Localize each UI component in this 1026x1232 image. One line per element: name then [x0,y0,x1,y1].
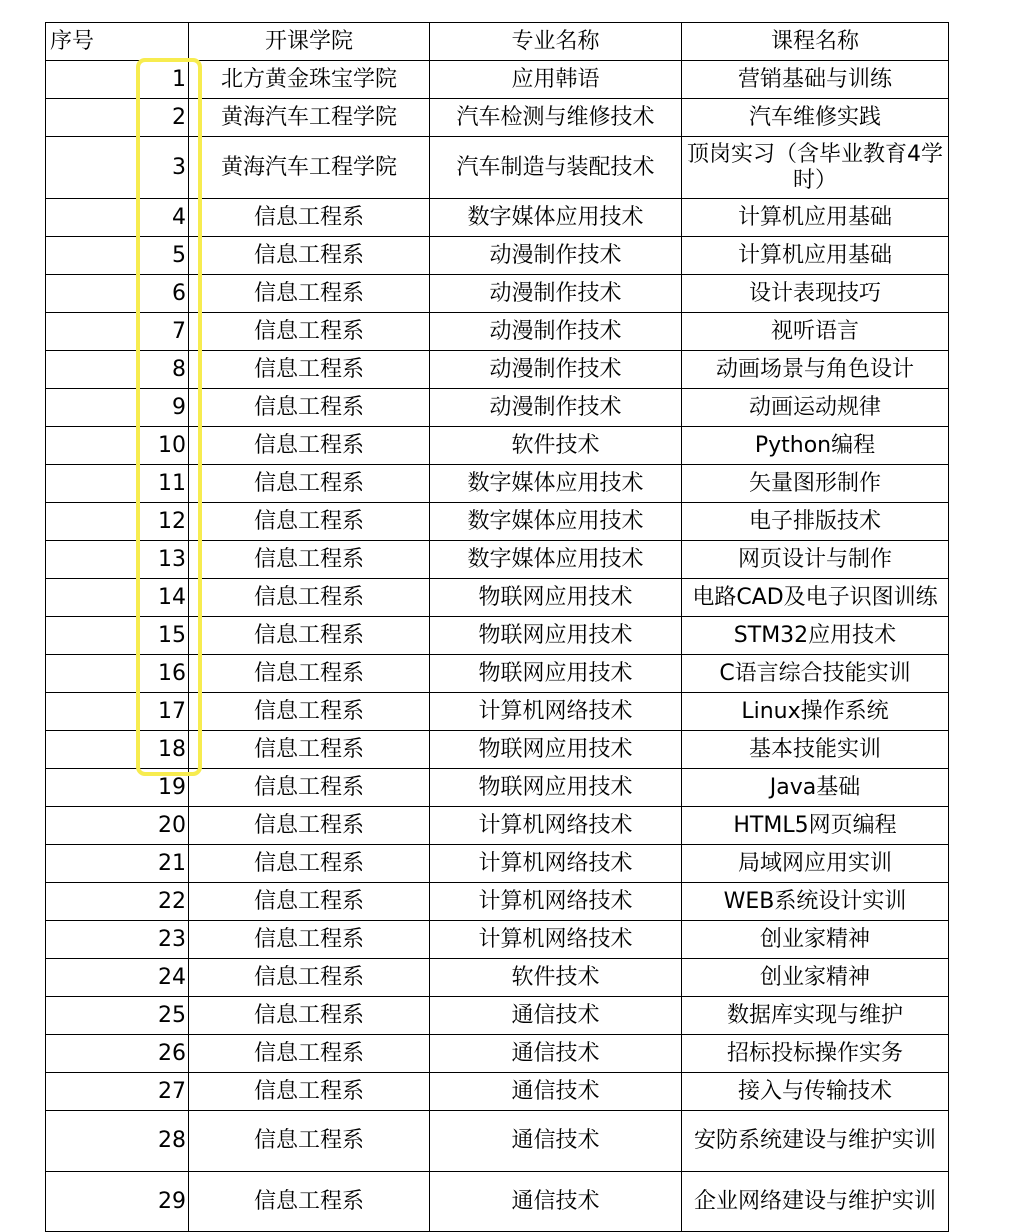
cell-course[interactable]: 创业家精神 [682,959,949,997]
cell-course[interactable]: HTML5网页编程 [682,807,949,845]
cell-no[interactable]: 22 [46,883,189,921]
cell-major[interactable]: 数字媒体应用技术 [430,541,682,579]
cell-course[interactable]: 安防系统建设与维护实训 [682,1111,949,1172]
cell-major[interactable]: 数字媒体应用技术 [430,465,682,503]
cell-no[interactable]: 16 [46,655,189,693]
cell-no[interactable]: 9 [46,389,189,427]
cell-course[interactable]: 计算机应用基础 [682,199,949,237]
cell-course[interactable]: C语言综合技能实训 [682,655,949,693]
cell-major[interactable]: 物联网应用技术 [430,731,682,769]
cell-course[interactable]: 汽车维修实践 [682,99,949,137]
cell-college[interactable]: 信息工程系 [189,503,430,541]
table-row [46,427,949,465]
table-row [46,1111,949,1172]
course-table [45,22,949,1232]
cell-no[interactable]: 10 [46,427,189,465]
cell-college[interactable]: 信息工程系 [189,237,430,275]
cell-college[interactable]: 信息工程系 [189,313,430,351]
cell-major[interactable]: 计算机网络技术 [430,693,682,731]
cell-course[interactable]: 动画运动规律 [682,389,949,427]
cell-course[interactable]: STM32应用技术 [682,617,949,655]
cell-course[interactable]: 视听语言 [682,313,949,351]
cell-major[interactable]: 动漫制作技术 [430,237,682,275]
cell-no[interactable]: 25 [46,997,189,1035]
cell-major[interactable]: 通信技术 [430,997,682,1035]
cell-course[interactable]: 基本技能实训 [682,731,949,769]
cell-no[interactable]: 8 [46,351,189,389]
cell-college[interactable]: 信息工程系 [189,389,430,427]
cell-major[interactable]: 动漫制作技术 [430,389,682,427]
cell-major[interactable]: 计算机网络技术 [430,807,682,845]
cell-no[interactable]: 15 [46,617,189,655]
table-row [46,807,949,845]
table-row [46,997,949,1035]
cell-course[interactable]: 矢量图形制作 [682,465,949,503]
table-row [46,921,949,959]
cell-no[interactable]: 27 [46,1073,189,1111]
table-row [46,237,949,275]
cell-college[interactable]: 信息工程系 [189,1035,430,1073]
cell-college[interactable]: 信息工程系 [189,617,430,655]
cell-college[interactable]: 信息工程系 [189,883,430,921]
cell-no[interactable]: 11 [46,465,189,503]
cell-course[interactable]: 招标投标操作实务 [682,1035,949,1073]
cell-major[interactable]: 动漫制作技术 [430,313,682,351]
cell-college[interactable]: 信息工程系 [189,693,430,731]
cell-major[interactable]: 应用韩语 [430,61,682,99]
cell-college[interactable]: 北方黄金珠宝学院 [189,61,430,99]
cell-major[interactable]: 通信技术 [430,1035,682,1073]
cell-no[interactable]: 26 [46,1035,189,1073]
cell-no[interactable]: 4 [46,199,189,237]
table-row [46,61,949,99]
cell-college[interactable]: 信息工程系 [189,769,430,807]
cell-no[interactable]: 7 [46,313,189,351]
cell-college[interactable]: 信息工程系 [189,959,430,997]
cell-course[interactable]: 创业家精神 [682,921,949,959]
cell-no[interactable]: 20 [46,807,189,845]
cell-college[interactable]: 信息工程系 [189,427,430,465]
table-row [46,883,949,921]
cell-no[interactable]: 6 [46,275,189,313]
cell-college[interactable]: 信息工程系 [189,1111,430,1172]
table-row [46,617,949,655]
cell-college[interactable]: 信息工程系 [189,1172,430,1232]
cell-no[interactable]: 1 [46,61,189,99]
cell-course[interactable]: 动画场景与角色设计 [682,351,949,389]
cell-major[interactable]: 计算机网络技术 [430,921,682,959]
header-cell-course[interactable]: 课程名称 [682,23,949,61]
cell-major[interactable]: 通信技术 [430,1111,682,1172]
cell-no[interactable]: 24 [46,959,189,997]
cell-course[interactable]: 电子排版技术 [682,503,949,541]
cell-major[interactable]: 动漫制作技术 [430,275,682,313]
cell-college[interactable]: 信息工程系 [189,731,430,769]
cell-major[interactable]: 软件技术 [430,427,682,465]
table-row [46,731,949,769]
table-row [46,845,949,883]
table-row [46,313,949,351]
cell-college[interactable]: 信息工程系 [189,351,430,389]
cell-major[interactable]: 计算机网络技术 [430,883,682,921]
cell-no[interactable]: 12 [46,503,189,541]
table-row [46,693,949,731]
cell-major[interactable]: 物联网应用技术 [430,579,682,617]
cell-course[interactable]: Java基础 [682,769,949,807]
table-row [46,1172,949,1232]
cell-no[interactable]: 19 [46,769,189,807]
cell-course[interactable]: 顶岗实习（含毕业教育4学时） [682,137,949,199]
cell-major[interactable]: 通信技术 [430,1073,682,1111]
table-row [46,351,949,389]
cell-major[interactable]: 数字媒体应用技术 [430,503,682,541]
header-cell-major[interactable]: 专业名称 [430,23,682,61]
cell-no[interactable]: 2 [46,99,189,137]
cell-course[interactable]: 计算机应用基础 [682,237,949,275]
cell-no[interactable]: 28 [46,1111,189,1172]
cell-college[interactable]: 信息工程系 [189,465,430,503]
cell-course[interactable]: 接入与传输技术 [682,1073,949,1111]
table-row [46,655,949,693]
cell-no[interactable]: 3 [46,137,189,199]
cell-major[interactable]: 物联网应用技术 [430,769,682,807]
table-row [46,579,949,617]
cell-course[interactable]: 企业网络建设与维护实训 [682,1172,949,1232]
table-row [46,99,949,137]
cell-major[interactable]: 通信技术 [430,1172,682,1232]
cell-major[interactable]: 数字媒体应用技术 [430,199,682,237]
cell-college[interactable]: 信息工程系 [189,1073,430,1111]
cell-college[interactable]: 信息工程系 [189,541,430,579]
cell-no[interactable]: 23 [46,921,189,959]
cell-major[interactable]: 汽车检测与维修技术 [430,99,682,137]
cell-course[interactable]: WEB系统设计实训 [682,883,949,921]
table-row [46,137,949,199]
cell-course[interactable]: 营销基础与训练 [682,61,949,99]
cell-college[interactable]: 信息工程系 [189,921,430,959]
table-row [46,275,949,313]
table-row [46,1073,949,1111]
table-row [46,959,949,997]
cell-course[interactable]: 设计表现技巧 [682,275,949,313]
cell-course[interactable]: 数据库实现与维护 [682,997,949,1035]
table-row [46,199,949,237]
cell-major[interactable]: 软件技术 [430,959,682,997]
cell-college[interactable]: 信息工程系 [189,199,430,237]
cell-course[interactable]: 电路CAD及电子识图训练 [682,579,949,617]
cell-no[interactable]: 21 [46,845,189,883]
cell-college[interactable]: 信息工程系 [189,997,430,1035]
cell-no[interactable]: 5 [46,237,189,275]
table-row [46,769,949,807]
cell-major[interactable]: 物联网应用技术 [430,655,682,693]
cell-major[interactable]: 计算机网络技术 [430,845,682,883]
cell-major[interactable]: 动漫制作技术 [430,351,682,389]
table-row [46,503,949,541]
table-row [46,541,949,579]
header-row [46,23,949,61]
cell-college[interactable]: 信息工程系 [189,275,430,313]
table-row [46,1035,949,1073]
cell-college[interactable]: 黄海汽车工程学院 [189,137,430,199]
cell-no[interactable]: 17 [46,693,189,731]
cell-no[interactable]: 13 [46,541,189,579]
cell-college[interactable]: 信息工程系 [189,579,430,617]
table-row [46,389,949,427]
cell-college[interactable]: 信息工程系 [189,845,430,883]
cell-course[interactable]: Python编程 [682,427,949,465]
cell-no[interactable]: 18 [46,731,189,769]
cell-college[interactable]: 信息工程系 [189,807,430,845]
cell-course[interactable]: Linux操作系统 [682,693,949,731]
header-cell-college[interactable]: 开课学院 [189,23,430,61]
cell-major[interactable]: 物联网应用技术 [430,617,682,655]
cell-course[interactable]: 局域网应用实训 [682,845,949,883]
cell-course[interactable]: 网页设计与制作 [682,541,949,579]
cell-no[interactable]: 14 [46,579,189,617]
header-cell-no[interactable]: 序号 [46,23,189,61]
cell-college[interactable]: 黄海汽车工程学院 [189,99,430,137]
cell-no[interactable]: 29 [46,1172,189,1232]
cell-major[interactable]: 汽车制造与装配技术 [430,137,682,199]
cell-college[interactable]: 信息工程系 [189,655,430,693]
table-row [46,465,949,503]
